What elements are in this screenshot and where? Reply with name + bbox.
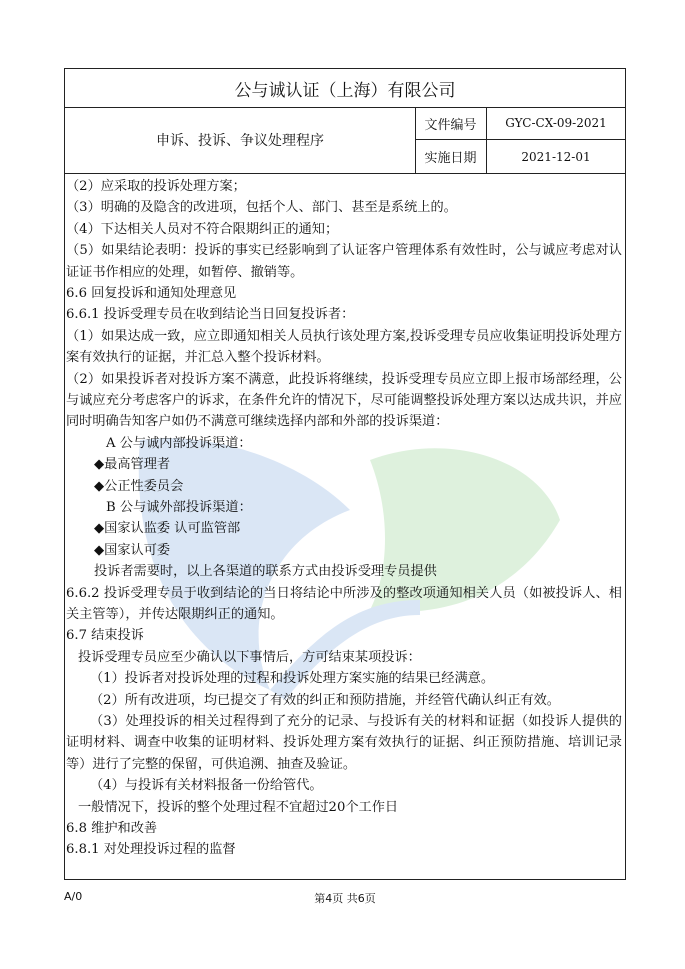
channel-item: ◆公正性委员会 — [94, 478, 184, 494]
document-frame — [64, 68, 626, 880]
channel-heading-external: B 公与诚外部投诉渠道： — [106, 499, 252, 515]
subsection-heading: 6.6.1 投诉受理专员在收到结论当日回复投诉者： — [66, 307, 355, 323]
text-line: （2）应采取的投诉处理方案； — [66, 179, 246, 194]
channel-item: ◆最高管理者 — [94, 457, 171, 473]
version-label: A/0 — [64, 890, 83, 903]
file-number-value: GYC-CX-09-2021 — [487, 107, 625, 140]
document-body — [66, 176, 622, 861]
subsection-heading: 6.8.1 对处理投诉过程的监督 — [66, 842, 236, 858]
text-paragraph: （2）如果投诉者对投诉方案不满意，此投诉将继续，投诉受理专员应立即上报市场部经理，公与诚应充分考虑客户的诉求，在条件允许的情况下，尽可能调整投诉处理方案以达成共识，并应同时明确告知客户如仍不满意可继续选择内部和外部的投诉渠道： — [66, 371, 622, 430]
channel-item: ◆国家认监委 认可监管部 — [94, 521, 241, 537]
text-line: 投诉受理专员应至少确认以下事情后，方可结束某项投诉： — [78, 649, 421, 665]
text-line: （1）投诉者对投诉处理的过程和投诉处理方案实施的结果已经满意。 — [90, 671, 495, 687]
file-number-label: 文件编号 — [415, 107, 487, 140]
text-paragraph: （1）如果达成一致，应立即通知相关人员执行该处理方案,投诉受理专员应收集证明投诉处理方案有效执行的证据，并汇总入整个投诉材料。 — [66, 328, 622, 366]
channel-heading-internal: A 公与诚内部投诉渠道： — [106, 435, 252, 451]
text-line: 投诉者需要时，以上各渠道的联系方式由投诉受理专员提供 — [94, 564, 437, 580]
section-heading: 6.6 回复投诉和通知处理意见 — [66, 285, 237, 301]
text-line: （3）明确的及隐含的改进项，包括个人、部门、甚至是系统上的。 — [66, 200, 457, 216]
implementation-date-value: 2021-12-01 — [521, 149, 591, 164]
text-paragraph: （5）如果结论表明：投诉的事实已经影响到了认证客户管理体系有效性时，公与诚应考虑对认证证书作相应的处理，如暂停、撤销等。 — [66, 243, 622, 280]
channel-item: ◆国家认可委 — [94, 542, 171, 558]
company-name: 公与诚认证（上海）有限公司 — [65, 69, 625, 108]
text-paragraph: 6.6.2 投诉受理专员于收到结论的当日将结论中所涉及的整改项通知相关人员（如被投诉人、相关主管等），并传达限期纠正的通知。 — [66, 585, 622, 622]
header-row — [65, 107, 625, 174]
text-line: （4）下达相关人员对不符合限期纠正的通知； — [66, 221, 339, 237]
text-line: 一般情况下，投诉的整个处理过程不宜超过20个工作日 — [78, 799, 399, 815]
section-heading: 6.7 结束投诉 — [66, 628, 144, 644]
text-paragraph: （3）处理投诉的相关过程得到了充分的记录、与投诉有关的材料和证据（如投诉人提供的证明材料、调查中收集的证明材料、投诉处理方案有效执行的证据、纠正预防措施、培训记录等）进行了完整的保留，可供追溯、抽查及验证。 — [66, 713, 622, 772]
text-paragraph: （2）所有改进项，均已提交了有效的纠正和预防措施，并经管代确认纠正有效。 — [90, 692, 560, 708]
section-heading: 6.8 维护和改善 — [66, 820, 158, 836]
page-footer — [64, 890, 626, 906]
document-title: 申诉、投诉、争议处理程序 — [65, 107, 416, 173]
page-number: 第4页 共6页 — [314, 892, 376, 905]
text-line: （4）与投诉有关材料报备一份给管代。 — [90, 778, 323, 794]
implementation-date-label: 实施日期 — [415, 140, 487, 173]
